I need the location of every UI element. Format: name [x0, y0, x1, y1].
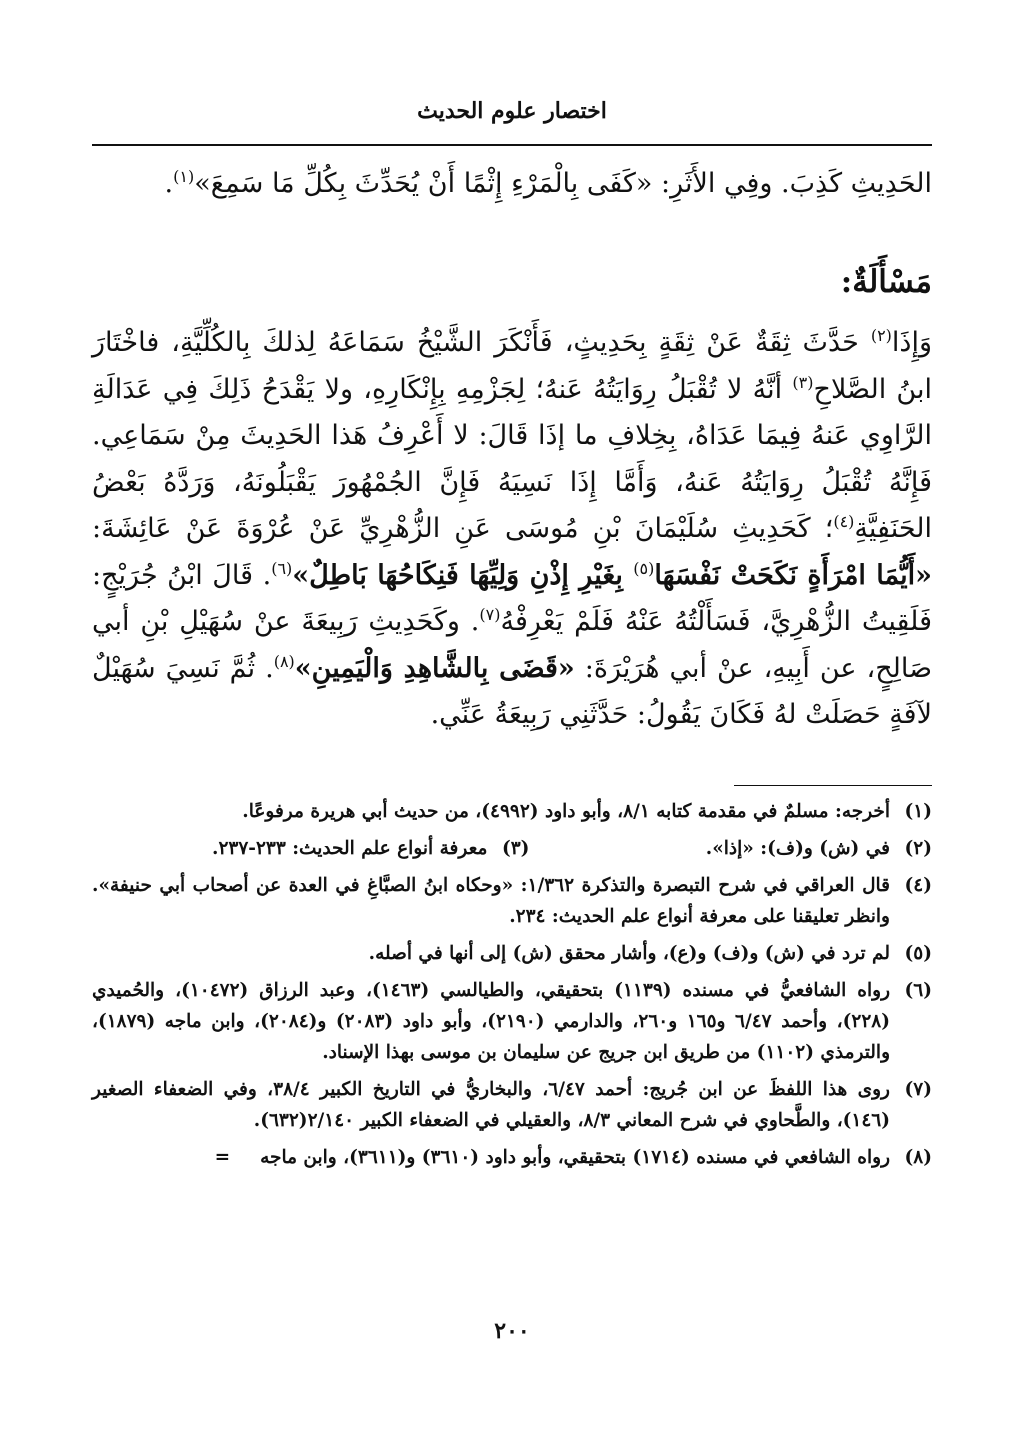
footnote-4 — [92, 870, 932, 932]
footnote-text: في (ش) و(ف): «إذا». — [705, 838, 890, 859]
footnotes — [92, 796, 932, 1179]
footnote-separator — [734, 785, 932, 786]
para-text-a: وَإِذَا — [891, 327, 932, 358]
footnote-text: رواه الشافعيُّ في مسنده (١١٣٩) بتحقيقي، والطيالسي (١٤٦٣)، وعبد الرزاق (١٠٤٧٢)، والحُميدي (٢٢٨)، وأحمد ٦/٤٧ و١٦٥ و٢٦٠، والدارمي (٢١٩٠)، وأبو داود (٢٠٨٣) و(٢٠٨٤)، وابن ماجه (١٨٧٩)، والترمذي (١١٠٢) من طريق ابن جريج عن سليمان بن موسى بهذا الإسناد. — [92, 980, 890, 1063]
footnote-ref-3: (٣) — [792, 372, 814, 392]
hadith-quote-1a: «أَيُّمَا امْرَأَةٍ نَكَحَتْ نَفْسَهَا — [654, 559, 932, 591]
footnote-ref-6: (٦) — [271, 558, 293, 578]
footnote-ref-2: (٢) — [870, 326, 892, 345]
footnote-8 — [92, 1142, 932, 1173]
para-text-f: . وكَحَدِيثِ رَبِيعَةَ عنْ سُهَيْلِ بْنِ أبي صَالِحٍ، عن أَبِيهِ، عنْ أبي هُرَيْرَةَ: — [92, 606, 933, 684]
para-text-c: أنَّهُ لا تُقْبَلُ رِوَايَتُهُ عَنهُ؛ لِجَزْمِهِ بِإِنْكَارِهِ، ولا يَقْدَحُ ذَلِكَ فِي عَدَالَةِ الرَّاوِي عَنهُ فِيمَا عَدَاهُ، بِخِلافِ ما إذَا قَالَ: لا أَعْرِفُ هَذا الحَدِيثَ مِنْ سَمَاعِي. فَإِنَّهُ تُقْبَلُ رِوَايَتُهُ عَنهُ، وَأَمَّا إِذَا نَسِيَهُ فَإِنَّ الجُمْهُورَ يَقْبَلُونَهُ، وَرَدَّهُ بَعْضُ الحَنَفِيَّةِ — [92, 373, 932, 544]
footnote-number: (٢) — [904, 838, 932, 859]
footnote-2 — [706, 833, 932, 864]
footnote-number: (٨) — [904, 1147, 932, 1168]
footnote-3 — [212, 833, 529, 864]
footnote-text: أخرجه: مسلمٌ في مقدمة كتابه ٨/١، وأبو داود (٤٩٩٢)، من حديث أبي هريرة مرفوعًا. — [242, 801, 890, 822]
footnote-row-2-3 — [92, 833, 932, 864]
para-text-d: ؛ كَحَدِيثِ سُلَيْمَانَ بْنِ مُوسَى عَنِ الزُّهْرِيِّ عَنْ عُرْوَةَ عَنْ عَائِشَةَ: — [92, 513, 834, 544]
footnote-text: قال العراقي في شرح التبصرة والتذكرة ١/٣٦٢: «وحكاه ابنُ الصبَّاغِ في العدة عن أصحاب أبي حنيفة». وانظر تعليقنا على معرفة أنواع علم الحديث: ٢٣٤. — [92, 875, 890, 927]
footnote-ref-1: (١) — [173, 167, 195, 186]
opening-line — [92, 160, 932, 208]
footnote-number: (٤) — [904, 875, 932, 896]
hadith-quote-2: «قَضَى بِالشَّاهِدِ وَالْيَمِينِ» — [294, 652, 575, 684]
para-text-g: . ثُمَّ نَسِيَ سُهَيْلٌ لآفَةٍ حَصَلَتْ لهُ فَكَانَ يَقُولُ: حَدَّثَنِي رَبِيعَةُ عَنِّي. — [92, 652, 932, 730]
footnote-text: معرفة أنواع علم الحديث: ٢٣٣-٢٣٧. — [212, 838, 488, 859]
para-text-e: . قَالَ ابْنُ جُرَيْجٍ: فَلَقِيتُ الزُّهْرِيَّ، فَسَأَلْتُهُ عَنْهُ فَلَمْ يَعْرِفْهُ — [92, 559, 932, 637]
footnote-ref-8: (٨) — [273, 651, 295, 671]
footnote-ref-7: (٧) — [479, 605, 501, 624]
footnote-text: روى هذا اللفظَ عن ابن جُريج: أحمد ٦/٤٧، والبخاريُّ في التاريخ الكبير ٣٨/٤، وفي الضعفاء الصغير (١٤٦)، والطَّحاوي في شرح المعاني ٨/٣، والعقيلي في الضعفاء الكبير ٢/١٤٠(٦٣٢). — [92, 1079, 890, 1131]
opening-line-text: الحَدِيثِ كَذِبَ. وفِي الأَثَرِ: «كَفَى بِالْمَرْءِ إِثْمًا أَنْ يُحَدِّثَ بِكُلِّ مَا سَمِعَ» — [194, 168, 932, 199]
footnote-1 — [92, 796, 932, 827]
footnote-7 — [92, 1074, 932, 1136]
page-number: ٢٠٠ — [494, 1318, 530, 1344]
footnote-5 — [92, 938, 932, 969]
footnote-text: رواه الشافعي في مسنده (١٧١٤) بتحقيقي، وأبو داود (٣٦١٠) و(٣٦١١)، وابن ماجه — [260, 1147, 890, 1168]
main-paragraph — [92, 320, 932, 739]
continuation-mark: = — [214, 1147, 231, 1168]
footnote-number: (٦) — [904, 980, 932, 1001]
paragraph — [92, 320, 932, 739]
footnote-text: لم ترد في (ش) و(ف) و(ع)، وأشار محقق (ش) إلى أنها في أصله. — [368, 943, 890, 964]
hadith-quote-1b: بِغَيْرِ إِذْنِ وَلِيِّهَا فَنِكَاحُهَا بَاطِلٌ» — [292, 559, 634, 591]
footnote-number: (٣) — [501, 838, 530, 859]
section-heading: مَسْأَلَةٌ: — [840, 264, 932, 300]
footnote-number: (١) — [904, 801, 932, 822]
running-title: اختصار علوم الحديث — [417, 98, 607, 124]
opening-line-end: . — [164, 168, 174, 199]
footnote-ref-5: (٥) — [633, 558, 655, 578]
header-rule — [92, 144, 932, 146]
footnote-number: (٧) — [904, 1079, 932, 1100]
footnote-number: (٥) — [904, 943, 932, 964]
footnote-ref-4: (٤) — [833, 512, 855, 531]
para-text-b: حَدَّثَ ثِقَةٌ عَنْ ثِقَةٍ بِحَدِيثٍ، فَأَنْكَرَ الشَّيْخُ سَمَاعَهُ لِذلكَ بِالكُلِّيَّةِ، فاخْتَارَ ابنُ الصَّلاحِ — [92, 327, 933, 405]
footnote-6 — [92, 975, 932, 1068]
